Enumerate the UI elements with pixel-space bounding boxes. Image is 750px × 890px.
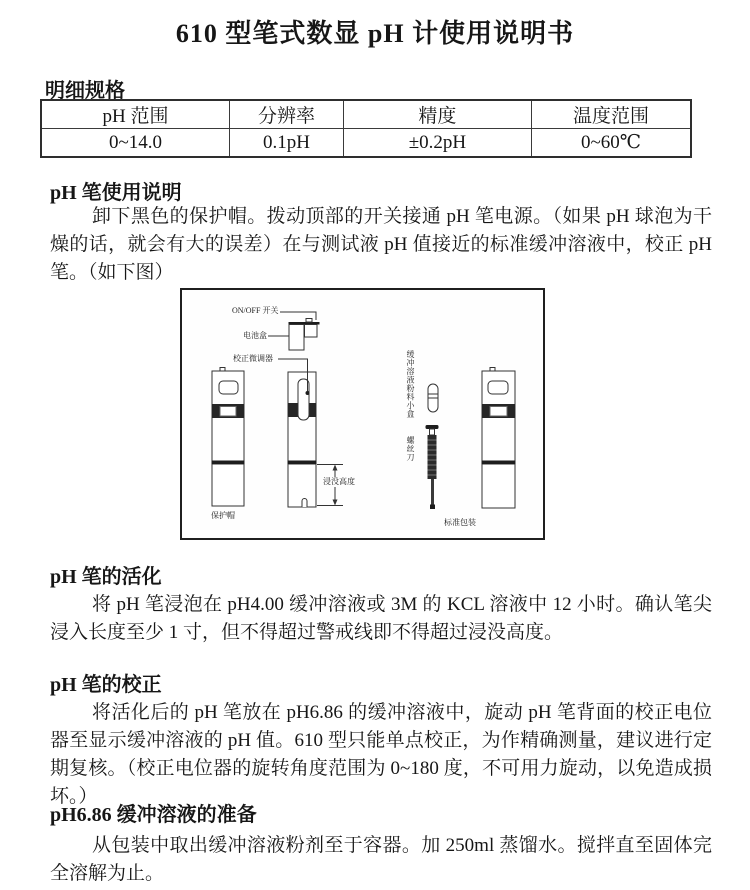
label-on-off-switch: ON/OFF 开关 <box>232 306 279 315</box>
spec-value-temp-range: 0~60℃ <box>531 129 691 158</box>
specs-heading: 明细规格 <box>45 80 125 102</box>
specs-table <box>40 99 692 158</box>
pen-standard-package <box>482 368 516 509</box>
buffer-prep-section-paragraph: 从包装中取出缓冲溶液粉剂至于容器。加 250ml 蒸馏水。搅拌直至固体完全溶解为止。 <box>50 835 712 884</box>
label-calibration-trimmer: 校正微调器 <box>233 354 273 363</box>
diagram-line-art <box>182 290 543 538</box>
activation-section-heading: pH 笔的活化 <box>50 566 162 588</box>
pen-front-left <box>212 368 245 507</box>
calibration-section-paragraph: 将活化后的 pH 笔放在 pH6.86 的缓冲溶液中，旋动 pH 笔背面的校正电位器至显示缓冲溶液的 pH 值。610 型只能单点校正，为作精确测量，建议进行定期复核。（校正电位器的旋转角度范围为 0~180 度，不可用力旋动，以免造成损坏。） <box>50 702 712 807</box>
pen-back-middle <box>288 372 317 507</box>
spec-value-ph-range: 0~14.0 <box>41 129 230 158</box>
spec-header-accuracy: 精度 <box>343 100 531 129</box>
label-standard-package: 标准包装 <box>444 518 476 527</box>
screwdriver-drawing <box>426 425 439 509</box>
spec-header-resolution: 分辨率 <box>230 100 344 129</box>
label-screwdriver: 螺丝刀 <box>406 436 415 462</box>
spec-value-resolution: 0.1pH <box>230 129 344 158</box>
usage-section-heading: pH 笔使用说明 <box>50 182 182 204</box>
page-title: 610 型笔式数显 pH 计使用说明书 <box>175 19 575 48</box>
label-battery-box: 电池盒 <box>243 331 267 340</box>
specs-value-row <box>41 129 691 158</box>
calibration-section-heading: pH 笔的校正 <box>50 674 162 696</box>
label-buffer-powder-box: 缓冲溶液粉料小盒 <box>406 350 415 418</box>
activation-section-paragraph: 将 pH 笔浸泡在 pH4.00 缓冲溶液或 3M 的 KCL 溶液中 12 小时。确认笔尖浸入长度至少 1 寸，但不得超过警戒线即不得超过浸没高度。 <box>50 594 712 643</box>
buffer-prep-section-heading: pH6.86 缓冲溶液的准备 <box>50 804 257 826</box>
label-protective-cap: 保护帽 <box>211 511 235 520</box>
instrument-diagram <box>180 288 545 540</box>
spec-header-ph-range: pH 范围 <box>41 100 230 129</box>
usage-section-paragraph: 卸下黑色的保护帽。拨动顶部的开关接通 pH 笔电源。（如果 pH 球泡为干燥的话，就会有大的误差）在与测试液 pH 值接近的标准缓冲溶液中，校正 pH 笔。（如下图） <box>50 206 712 283</box>
buffer-powder-capsule <box>428 384 438 412</box>
label-immersion-height: 浸没高度 <box>323 477 355 486</box>
spec-header-temp-range: 温度范围 <box>531 100 691 129</box>
specs-header-row <box>41 100 691 129</box>
battery-cap-assembly <box>289 319 320 351</box>
spec-value-accuracy: ±0.2pH <box>343 129 531 158</box>
